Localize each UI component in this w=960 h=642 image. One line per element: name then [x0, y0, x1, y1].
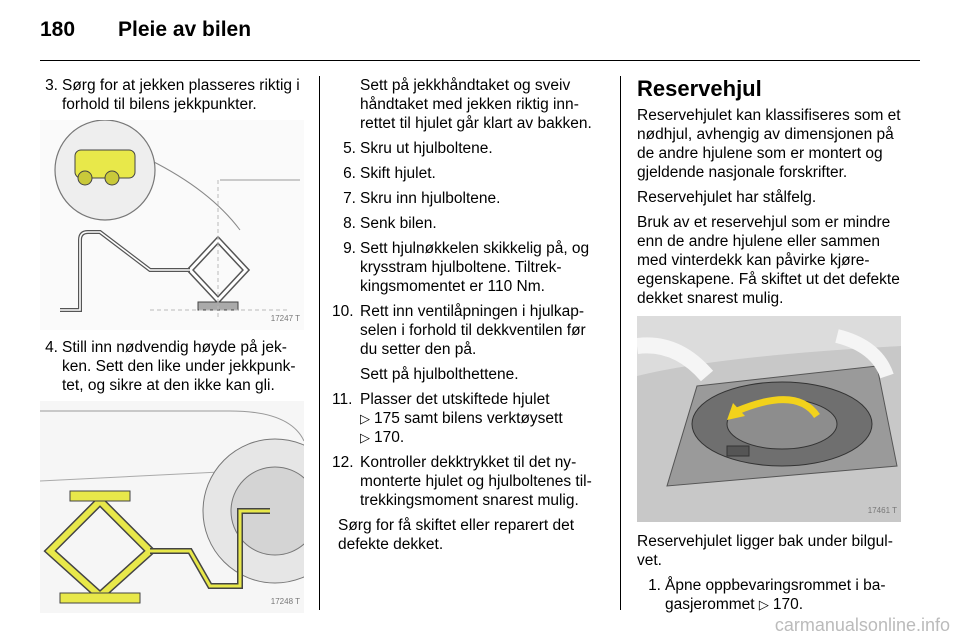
step-number: 4. [45, 339, 58, 356]
paragraph-2: Reservehjulet har stålfelg. [637, 189, 817, 206]
page-header [0, 0, 960, 64]
step-text: Skift hjulet. [360, 165, 436, 182]
closing-paragraph: Sørg for få skiftet eller reparert det defekte dekket. [338, 517, 575, 553]
column-divider-2 [620, 76, 621, 610]
section-heading: Reservehjul [637, 76, 762, 101]
step-number: 9. [343, 240, 356, 257]
step-number: 10. [332, 303, 354, 320]
step-text: Skru inn hjulboltene. [360, 190, 501, 207]
step-number: 12. [332, 454, 354, 471]
left-column [40, 76, 306, 613]
paragraph-4: Reservehjulet ligger bak under bilgulvet. [637, 533, 893, 569]
page-title: Pleie av bilen [118, 18, 252, 41]
step-number: 11. [332, 391, 353, 408]
step-12 [332, 453, 606, 510]
step-10-sub: Sett på hjulbolthettene. [360, 366, 519, 383]
step-text: Skru ut hjulboltene. [360, 140, 493, 157]
step-list [332, 139, 606, 359]
jack-placement-illustration [40, 120, 304, 330]
step-number: 5. [343, 140, 356, 157]
figure-id: 17247 T [270, 314, 300, 323]
step-number: 8. [343, 215, 356, 232]
paragraph-1: Reservehjulet kan klassifiseres som et nødhjul, avhengig av dimensjonen på de andre hjulene som er montert og gjeldende nasjonale forskrifter. [637, 107, 901, 181]
right-column [637, 76, 903, 620]
step-10 [332, 302, 606, 359]
step-9 [338, 239, 606, 296]
figure-id: 17461 T [867, 506, 897, 515]
step-number: 7. [343, 190, 356, 207]
spare-wheel-drawing [637, 316, 901, 522]
step-text: Plasser det utskiftede hjulet [360, 391, 550, 408]
header-rule [40, 60, 920, 61]
page-number: 180 [40, 18, 76, 41]
step-text: Sørg for at jekken plasseres riktig i forhold til bilens jekkpunkter. [62, 77, 300, 113]
step-11 [332, 390, 606, 447]
step-text: Senk bilen. [360, 215, 437, 232]
step-text: Still inn nødvendig høyde på jekken. Sett den like under jekkpunktet, og sikre at den ikke kan gli. [62, 339, 296, 394]
column-divider-1 [319, 76, 320, 610]
jack-under-car-drawing [40, 401, 304, 613]
step-8 [338, 214, 606, 233]
step-number: 6. [343, 165, 356, 182]
page-ref-arrow-icon: ▷ [360, 411, 370, 426]
step-number: 1. [648, 577, 661, 594]
paragraph-3: Bruk av et reservehjul som er mindre enn de andre hjulene eller sammen med vinterdekk kan påvirke kjøreegenskapene. Få skiftet ut det defekte dekket snarest mulig. [637, 214, 900, 307]
right-step-1 [643, 576, 903, 614]
step-text: Kontroller dekktrykket til det nymonterte hjulet og hjulboltenes tiltrekkingsmoment snarest mulig. [360, 454, 592, 509]
jack-placement-drawing [40, 120, 304, 330]
page-ref-arrow-icon: ▷ [758, 597, 769, 612]
step-text: Åpne oppbevaringsrommet i bagasjerommet [665, 577, 886, 613]
watermark: carmanualsonline.info [774, 615, 950, 635]
step-6 [338, 164, 606, 183]
step-continuation: Sett på jekkhåndtaket og sveiv håndtaket med jekken riktig innrettet til hjulet går klart av bakken. [360, 77, 592, 132]
page-ref-arrow-icon: ▷ [360, 430, 370, 445]
page-ref-link[interactable]: 170. [772, 596, 804, 613]
spare-wheel-photo [637, 316, 901, 522]
middle-column [332, 76, 606, 560]
page-ref-link[interactable]: 175 samt bilens verktøysett [374, 410, 563, 427]
step-5 [338, 139, 606, 158]
jack-height-illustration [40, 401, 304, 613]
step-text: Sett hjulnøkkelen skikkelig på, og krysstram hjulboltene. Tiltrekkingsmomentet er 110 Nm. [360, 240, 590, 295]
step-7 [338, 189, 606, 208]
step-number: 3. [45, 77, 58, 94]
step-text: Rett inn ventilåpningen i hjulkapselen i forhold til dekkventilen før du setter den på. [360, 303, 586, 358]
step-3 [40, 76, 306, 114]
figure-id: 17248 T [270, 597, 300, 606]
page-ref-link[interactable]: 170. [374, 429, 405, 446]
step-4 [40, 338, 306, 395]
